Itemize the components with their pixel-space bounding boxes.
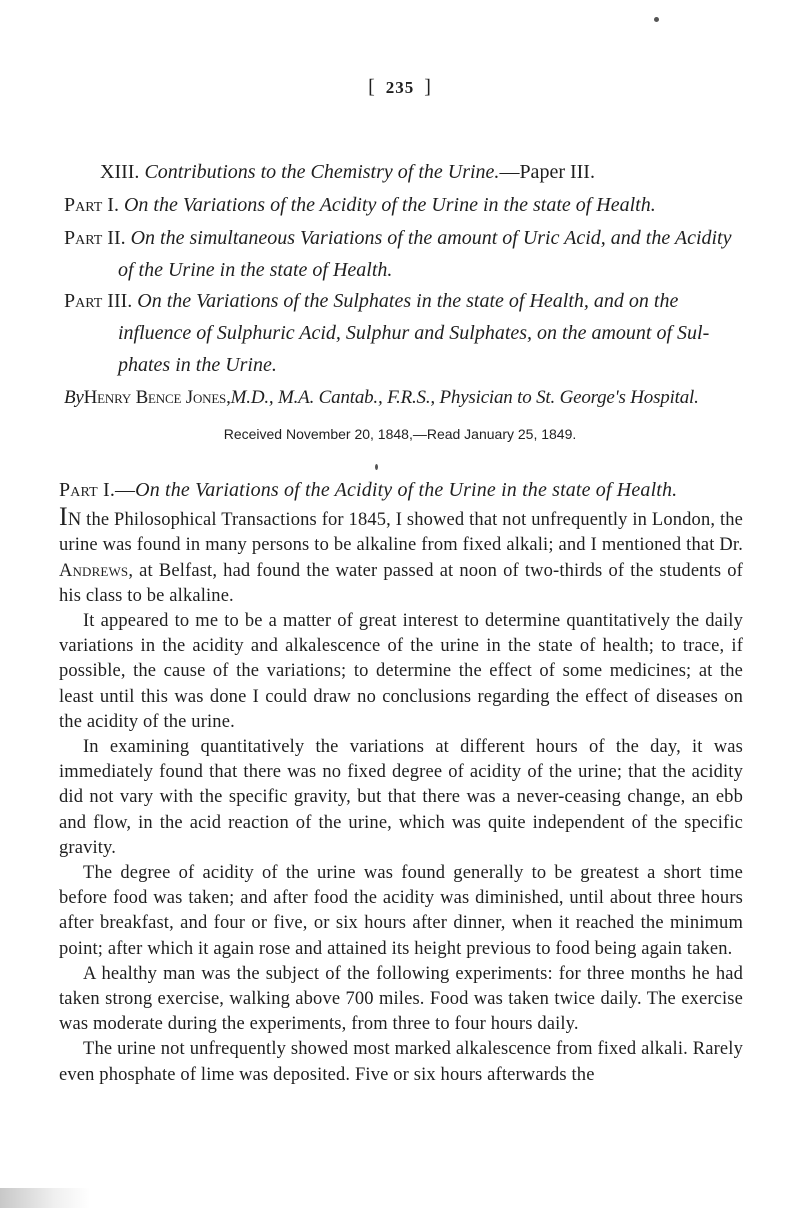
- part-1-label: Part I.: [64, 194, 119, 216]
- section-label: Part I.: [59, 479, 115, 501]
- part-3-continuation-2: phates in the Urine.: [118, 354, 277, 376]
- title-text: Contributions to the Chemistry of the Urine.: [144, 161, 500, 183]
- speck-mark: [654, 17, 659, 22]
- paragraph-5: A healthy man was the subject of the following experiments: for three months he had taken strong exercise, walking above 700 miles. Food was taken twice daily. The exercise was moderate during the experiments, from three to four hours daily.: [59, 963, 743, 1035]
- part-2-continuation: of the Urine in the state of Health.: [118, 259, 393, 281]
- part-1-line: [0, 191, 800, 220]
- page-number-header: [0, 76, 800, 99]
- author-name: Henry Bence Jones,: [83, 387, 231, 408]
- paragraph-3: In examining quantitatively the variations at different hours of the day, it was immediately found that there was no fixed degree of acidity of the urine; that the acidity did not vary with the specific gravity, but that there was a never-ceasing change, an ebb and flow, in the acid reaction of the urine, which was quite independent of the specific gravity.: [59, 737, 743, 858]
- article-body: [59, 478, 743, 1088]
- part-3-text: On the Variations of the Sulphates in the state of Health, and on the: [137, 290, 679, 312]
- part-1-text: On the Variations of the Acidity of the Urine in the state of Health.: [123, 194, 656, 216]
- bracket-close: ]: [424, 76, 432, 98]
- received-line: Received November 20, 1848,—Read January 25, 1849.: [223, 426, 577, 442]
- bracket-open: [: [368, 76, 376, 98]
- paragraph-1-text-a: N the Philosophical Transactions for 1845, I showed that not unfrequently in London, the urine was found in many persons to be alkaline from fixed alkali; and I mentioned that Dr.: [59, 510, 743, 556]
- section-heading: [59, 478, 743, 503]
- andrews-name: Andrews: [59, 560, 129, 581]
- scan-smudge: [0, 1188, 90, 1208]
- page-number: 235: [385, 78, 415, 97]
- paragraph-1-text-b: , at Belfast, had found the water passed at noon of two-thirds of the students of his class to be alkaline.: [59, 560, 743, 606]
- speck-mark-2: [375, 464, 378, 470]
- part-2-line: [0, 224, 800, 253]
- part-2-text: On the simultaneous Variations of the amount of Uric Acid, and the Acidity: [130, 227, 732, 249]
- paragraph-1: [59, 502, 743, 609]
- section-dash: —: [115, 479, 136, 501]
- part-3-line: [0, 287, 800, 316]
- part-2-label: Part II.: [64, 227, 126, 249]
- drop-cap: I: [59, 502, 68, 532]
- paragraph-4: The degree of acidity of the urine was found generally to be greatest a short time before food was taken; and after food the acidity was diminished, until about three hours after breakfast, and four or five, or six hours after dinner, when it reached the minimum point; after which it again rose and attained its height previous to food being again taken.: [59, 863, 743, 959]
- part-3-label: Part III.: [64, 290, 133, 312]
- title-numeral: XIII.: [100, 161, 140, 183]
- part-3-continuation: influence of Sulphuric Acid, Sulphur and Sulphates, on the amount of Sul-: [118, 322, 710, 344]
- title-suffix: —Paper III.: [499, 161, 595, 183]
- paragraph-2: It appeared to me to be a matter of great interest to determine quantitatively the daily variations in the acidity and alkalescence of the urine in the state of health; to trace, if possible, the cause of the variations; to determine the effect of some medicines; at the least until this was done I could draw no conclusions regarding the effect of diseases on the acidity of the urine.: [59, 611, 743, 732]
- section-title: On the Variations of the Acidity of the Urine in the state of Health.: [135, 479, 678, 501]
- paragraph-6: The urine not unfrequently showed most marked alkalescence from fixed alkali. Rarely even phosphate of lime was deposited. Five or six hours afterwards the: [59, 1039, 743, 1085]
- article-title: [0, 158, 800, 187]
- author-credentials: M.D., M.A. Cantab., F.R.S., Physician to St. George's Hospital.: [230, 387, 699, 408]
- author-by: By: [64, 387, 84, 408]
- author-line: [0, 383, 800, 412]
